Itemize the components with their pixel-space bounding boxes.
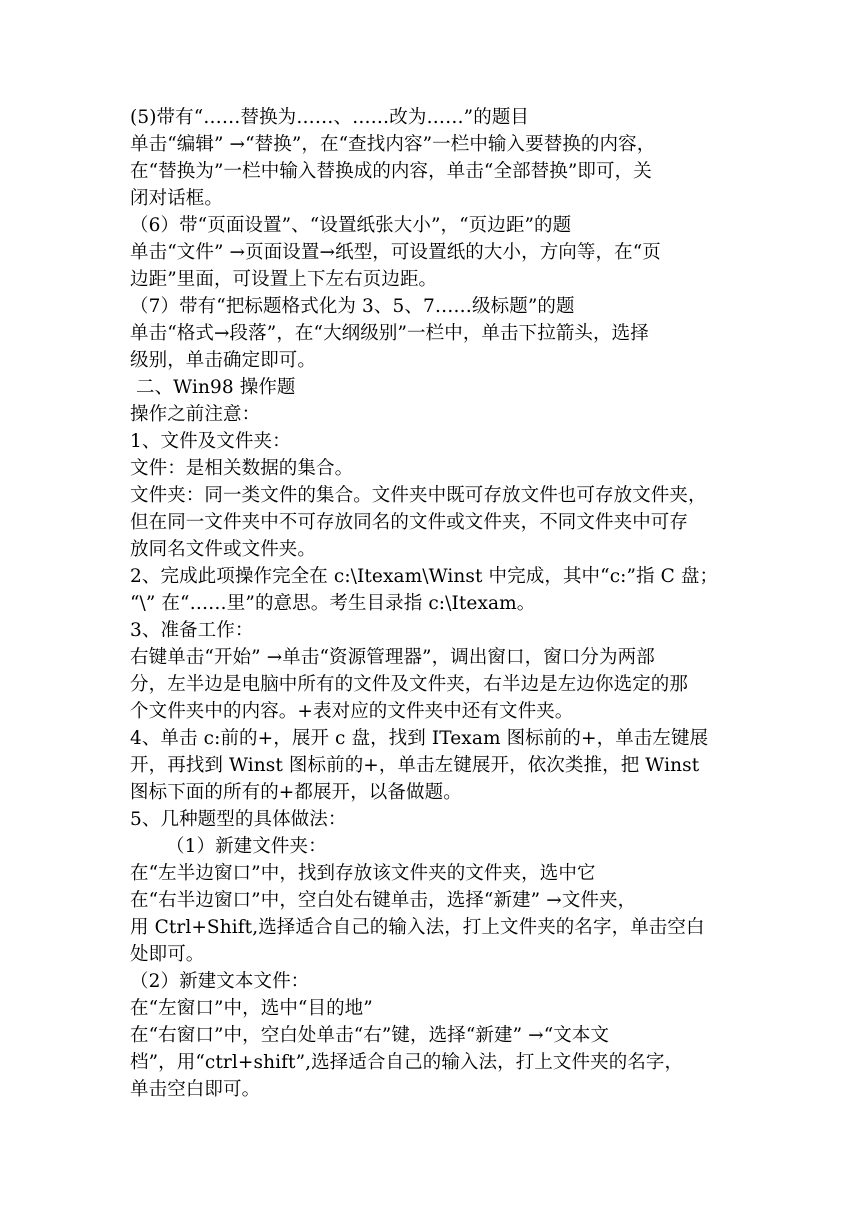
text-line: （7）带有“把标题格式化为 3、5、7……级标题”的题 [130,296,575,317]
text-line: 1、文件及文件夹： [130,431,291,452]
text-line: 单击空白即可。 [130,1079,261,1100]
text-line: 但在同一文件夹中不可存放同名的文件或文件夹，不同文件夹中可存 [130,512,689,533]
text-line: （6）带“页面设置”、“设置纸张大小”，“页边距”的题 [130,215,572,236]
text-line: 右键单击“开始” →单击“资源管理器”，调出窗口，窗口分为两部 [130,647,655,668]
text-line: 在“左半边窗口”中，找到存放该文件夹的文件夹，选中它 [130,863,596,884]
text-line: “\” 在“……里”的意思。考生目录指 c:\Itexam。 [130,593,536,614]
text-line: 分，左半边是电脑中所有的文件及文件夹，右半边是左边你选定的那 [130,674,689,695]
text-line: 在“替换为”一栏中输入替换成的内容，单击“全部替换”即可，关 [130,161,652,182]
text-line: （1）新建文件夹： [166,836,327,857]
text-line: 操作之前注意： [130,404,261,425]
document-body [130,104,735,1103]
section-heading: 二、Win98 操作题 [130,377,296,398]
text-line: 在“右窗口”中，空白处单击“右”键，选择“新建” →“文本文 [130,1025,610,1046]
text-line: 在“左窗口”中，选中“目的地” [130,998,373,1019]
text-line: 放同名文件或文件夹。 [130,539,317,560]
text-line: 5、几种题型的具体做法： [130,809,347,830]
text-line: 4、单击 c:前的+，展开 c 盘，找到 ITexam 图标前的+，单击左键展 [130,728,709,749]
text-line: 边距”里面，可设置上下左右页边距。 [130,269,438,290]
text-line: 3、准备工作： [130,620,254,641]
text-line: 单击“文件” →页面设置→纸型，可设置纸的大小，方向等，在“页 [130,242,661,263]
text-line: 处即可。 [130,944,205,965]
text-line: 开，再找到 Winst 图标前的+，单击左键展开，依次类推，把 Winst [130,755,700,776]
text-line: 图标下面的所有的+都展开，以备做题。 [130,782,462,803]
text-line: 单击“编辑” →“替换”，在“查找内容”一栏中输入要替换的内容， [130,134,656,155]
text-line: 闭对话框。 [130,188,224,209]
text-line: 2、完成此项操作完全在 c:\Itexam\Winst 中完成，其中“c:”指 C 盘； [130,566,719,587]
text-line: 级别，单击确定即可。 [130,350,317,371]
text-line: 文件：是相关数据的集合。 [130,458,354,479]
text-line: 用 Ctrl+Shift,选择适合自己的输入法，打上文件夹的名字，单击空白 [130,917,705,938]
text-line: 在“右半边窗口”中，空白处右键单击，选择“新建” →文件夹， [130,890,637,911]
text-line: 文件夹：同一类文件的集合。文件夹中既可存放文件也可存放文件夹， [130,485,707,506]
text-line: （2）新建文本文件： [130,971,310,992]
text-line: (5)带有“……替换为……、……改为……”的题目 [130,107,530,128]
text-line: 单击“格式→段落”，在“大纲级别”一栏中，单击下拉箭头，选择 [130,323,649,344]
text-line: 档”，用“ctrl+shift”,选择适合自己的输入法，打上文件夹的名字， [130,1052,684,1073]
text-line: 个文件夹中的内容。+表对应的文件夹中还有文件夹。 [130,701,574,722]
